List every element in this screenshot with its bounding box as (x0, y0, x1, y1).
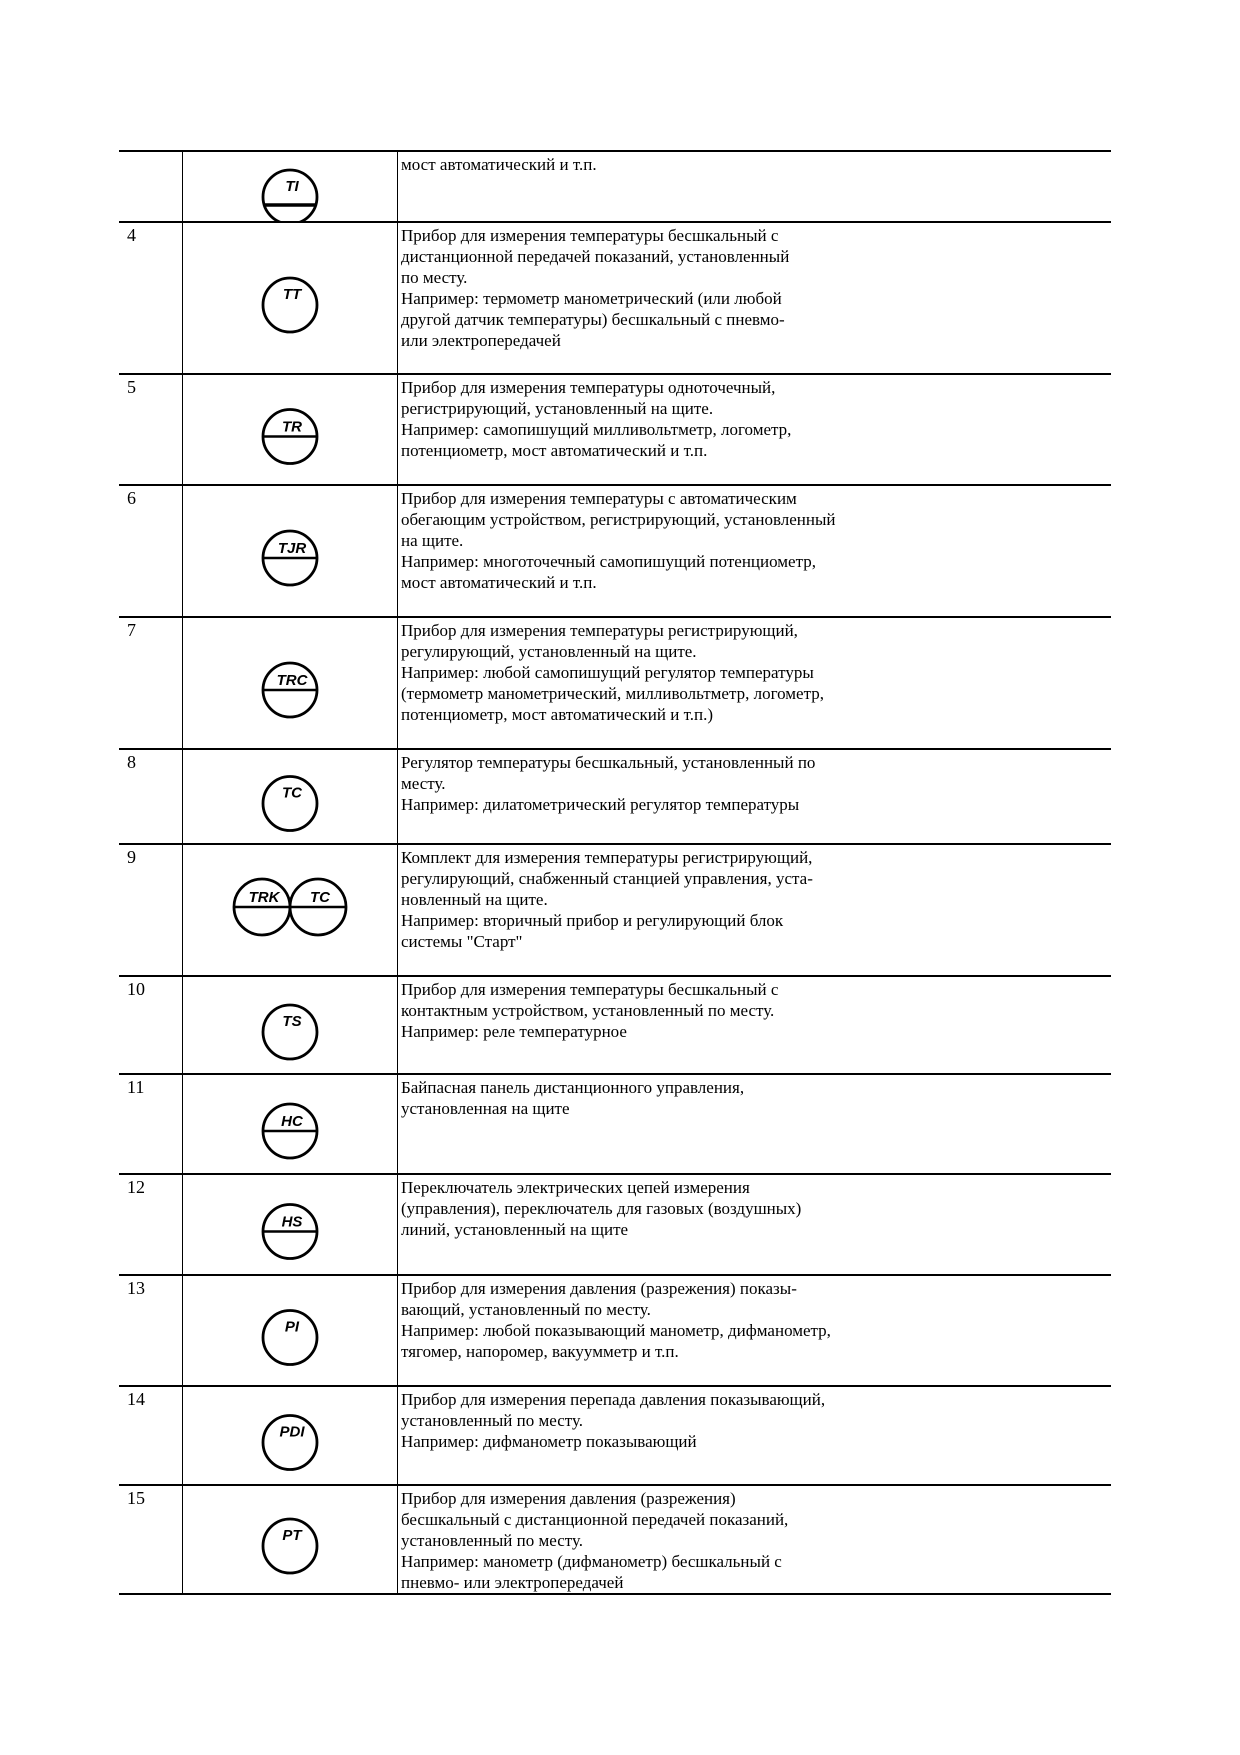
table-row (119, 1386, 1111, 1485)
description-text: Переключатель электрических цепей измерения (управления), переключатель для газовых (воздушных) линий, установленный на щите (401, 1178, 802, 1239)
instrument-symbol (183, 152, 397, 223)
description-text: Прибор для измерения температуры одноточечный, регистрирующий, установленный на щите. Например: самопишущий милливольтметр, логометр, потенциометр, мост автоматический и т.п. (401, 378, 792, 460)
description-text: Прибор для измерения температуры бесшкальный с контактным устройством, установленный по месту. Например: реле температурное (401, 980, 779, 1041)
instrument-symbol (183, 618, 397, 750)
row-number: 11 (119, 1074, 183, 1174)
row-number: 14 (119, 1386, 183, 1485)
symbol-cell (183, 1485, 398, 1594)
description-cell (398, 374, 1112, 485)
instrument-label: HS (281, 1213, 303, 1231)
instrument-label: TS (282, 1013, 302, 1030)
row-number: 4 (119, 222, 183, 374)
row-number: 13 (119, 1275, 183, 1386)
instrument-symbol (183, 1276, 397, 1387)
symbols-table (119, 150, 1111, 1595)
description-cell (398, 151, 1112, 222)
symbol-cell (183, 374, 398, 485)
instrument-label: TI (285, 178, 299, 195)
instrument-label: TR (282, 418, 302, 436)
instrument-label: PI (284, 1318, 300, 1336)
description-cell (398, 485, 1112, 617)
description-text: Комплект для измерения температуры регистрирующий, регулирующий, снабженный станцией управления, уста- новленный на щите. Например: вторичный прибор и регулирующий блок системы "Старт" (401, 848, 813, 951)
description-cell (398, 844, 1112, 976)
description-cell (398, 1174, 1112, 1275)
instrument-label: PT (282, 1527, 302, 1544)
description-text: Байпасная панель дистанционного управления, установленная на щите (401, 1078, 745, 1118)
symbol-cell (183, 222, 398, 374)
description-text: Прибор для измерения температуры с автоматическим обегающим устройством, регистрирующий, установленный на щите. Например: многоточечный самопишущий потенциометр, мост автоматический и т.п. (401, 489, 836, 592)
symbol-cell (183, 976, 398, 1074)
description-text: Прибор для измерения давления (разрежения) бесшкальный с дистанционной передачей показаний, установленный по месту. Например: манометр (дифманометр) бесшкальный с пневмо- или электропередачей (401, 1489, 789, 1592)
table-row (119, 222, 1111, 374)
instrument-label: HC (281, 1113, 303, 1130)
row-number: 12 (119, 1174, 183, 1275)
symbol-cell (183, 1174, 398, 1275)
table-row (119, 1074, 1111, 1174)
symbol-cell (183, 1275, 398, 1386)
instrument-symbol (183, 486, 397, 618)
row-number: 9 (119, 844, 183, 976)
description-text: мост автоматический и т.п. (401, 155, 597, 174)
description-cell (398, 1386, 1112, 1485)
description-text: Прибор для измерения температуры бесшкальный с дистанционной передачей показаний, установленный по месту. Например: термометр манометрический (или любой другой датчик температуры) бесшкальный с пневмо- или электропередачей (401, 226, 790, 350)
description-cell (398, 617, 1112, 749)
table-row (119, 1275, 1111, 1386)
instrument-label: TC (310, 889, 330, 906)
instrument-label: TC (282, 784, 302, 802)
instrument-symbol (183, 375, 397, 486)
row-number: 10 (119, 976, 183, 1074)
instrument-symbol (183, 977, 397, 1075)
description-cell (398, 1074, 1112, 1174)
instrument-symbol (183, 1075, 397, 1175)
description-cell (398, 1275, 1112, 1386)
table-row (119, 1485, 1111, 1594)
description-text: Прибор для измерения перепада давления показывающий, установленный по месту. Например: дифманометр показывающий (401, 1390, 826, 1451)
instrument-label: PDI (279, 1423, 305, 1441)
table-row (119, 151, 1111, 222)
symbol-cell (183, 485, 398, 617)
table-row (119, 844, 1111, 976)
symbol-cell (183, 749, 398, 844)
description-text: Регулятор температуры бесшкальный, установленный по месту. Например: дилатометрический регулятор температуры (401, 753, 816, 814)
instrument-symbol (183, 1175, 397, 1276)
row-number: 6 (119, 485, 183, 617)
description-text: Прибор для измерения температуры регистрирующий, регулирующий, установленный на щите. Например: любой самопишущий регулятор температуры (термометр манометрический, милливольтметр, логометр, потенциометр, мост автоматический и т.п.) (401, 621, 824, 724)
description-cell (398, 222, 1112, 374)
instrument-symbol (183, 750, 397, 845)
table-row (119, 374, 1111, 485)
table-row (119, 617, 1111, 749)
table-row (119, 1174, 1111, 1275)
description-cell (398, 749, 1112, 844)
symbol-cell (183, 151, 398, 222)
table-row (119, 485, 1111, 617)
instrument-symbol (183, 845, 397, 977)
row-number: 5 (119, 374, 183, 485)
description-cell (398, 1485, 1112, 1594)
row-number: 7 (119, 617, 183, 749)
instrument-symbol (183, 223, 397, 375)
symbol-cell (183, 844, 398, 976)
instrument-label: TT (282, 286, 302, 303)
instrument-label: TJR (277, 540, 307, 557)
instrument-label: TRC (276, 672, 308, 689)
row-number: 8 (119, 749, 183, 844)
row-number: 15 (119, 1485, 183, 1594)
description-cell (398, 976, 1112, 1074)
symbol-cell (183, 1386, 398, 1485)
description-text: Прибор для измерения давления (разрежения) показы- вающий, установленный по месту. Например: любой показывающий манометр, дифманометр, тягомер, напоромер, вакуумметр и т.п. (401, 1279, 831, 1361)
instrument-symbol (183, 1387, 397, 1486)
symbol-cell (183, 617, 398, 749)
table-row (119, 749, 1111, 844)
instrument-label: TRK (248, 889, 280, 906)
row-number (119, 151, 183, 222)
table-row (119, 976, 1111, 1074)
symbol-cell (183, 1074, 398, 1174)
instrument-symbol (183, 1486, 397, 1594)
